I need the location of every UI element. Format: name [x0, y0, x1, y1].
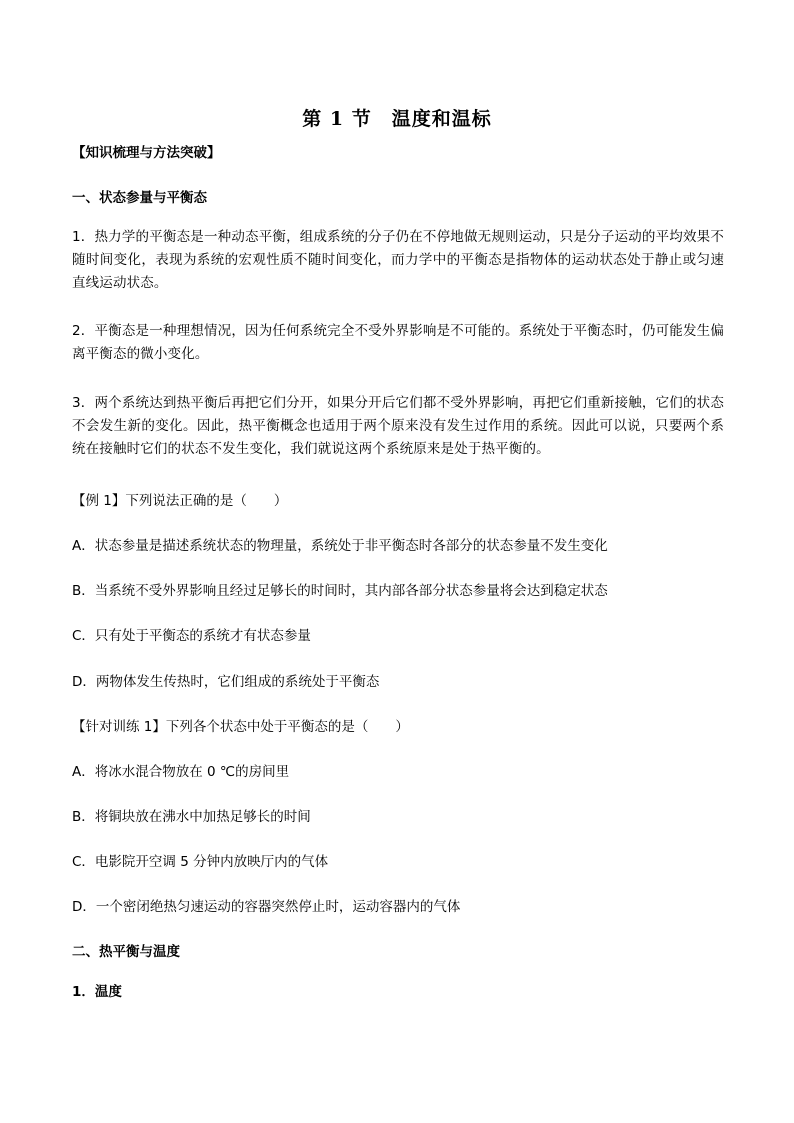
page-title: 第 1 节 温度和温标 — [302, 108, 492, 130]
example1-option-c: C．只有处于平衡态的系统才有状态参量 — [72, 628, 311, 644]
section1-point-2: 2．平衡态是一种理想情况，因为任何系统完全不受外界影响是不可能的。系统处于平衡态时，仍可能发生偏离平衡态的微小变化。 — [72, 323, 724, 362]
example1-option-a: A．状态参量是描述系统状态的物理量，系统处于非平衡态时各部分的状态参量不发生变化 — [72, 538, 608, 554]
section1-point-1: 1．热力学的平衡态是一种动态平衡，组成系统的分子仍在不停地做无规则运动，只是分子运动的平均效果不随时间变化，表现为系统的宏观性质不随时间变化，而力学中的平衡态是指物体的运动状态处于静止或匀速直线运动状态。 — [72, 229, 724, 291]
example1-question: 【例 1】下列说法正确的是（ ） — [72, 493, 288, 509]
section2-subheading: 1．温度 — [72, 984, 122, 1000]
training1-option-b: B．将铜块放在沸水中加热足够长的时间 — [72, 809, 311, 825]
example1-option-b: B．当系统不受外界影响且经过足够长的时间时，其内部各部分状态参量将会达到稳定状态 — [72, 583, 608, 599]
training1-option-a: A．将冰水混合物放在 0 ℃的房间里 — [72, 764, 290, 780]
training1-option-d: D．一个密闭绝热匀速运动的容器突然停止时，运动容器内的气体 — [72, 899, 461, 915]
section1-heading: 一、状态参量与平衡态 — [72, 190, 207, 206]
example1-option-d: D．两物体发生传热时，它们组成的系统处于平衡态 — [72, 674, 380, 690]
section1-point-3: 3．两个系统达到热平衡后再把它们分开，如果分开后它们都不受外界影响，再把它们重新接触，它们的状态不会发生新的变化。因此，热平衡概念也适用于两个原来没有发生过作用的系统。因此可以说，只要两个系统在接触时它们的状态不发生变化，我们就说这两个系统原来是处于热平衡的。 — [72, 395, 724, 457]
section-header: 【知识梳理与方法突破】 — [72, 145, 221, 161]
training1-option-c: C．电影院开空调 5 分钟内放映厅内的气体 — [72, 854, 329, 870]
section2-heading: 二、热平衡与温度 — [72, 944, 180, 960]
training1-question: 【针对训练 1】下列各个状态中处于平衡态的是（ ） — [72, 719, 409, 735]
